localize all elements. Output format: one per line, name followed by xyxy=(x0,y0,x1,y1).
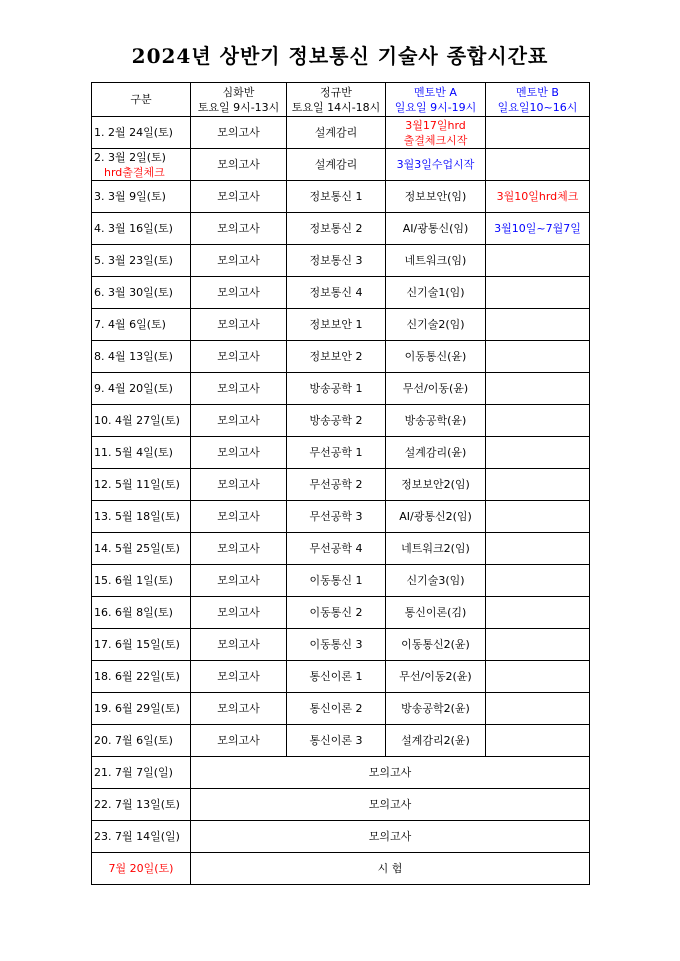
regular-class-cell: 통신이론 1 xyxy=(287,661,386,693)
regular-class-cell: 무선공학 2 xyxy=(287,469,386,501)
mentor-a-line: 3월17일hrd xyxy=(405,118,466,132)
regular-class-cell: 방송공학 2 xyxy=(287,405,386,437)
mentor-a-cell: 네트워크2(임) xyxy=(386,533,486,565)
mentor-b-cell xyxy=(486,277,590,309)
header-advanced-name: 심화반 xyxy=(222,85,255,99)
mentor-b-cell xyxy=(486,565,590,597)
header-mentor-b xyxy=(486,83,590,117)
merged-content-cell: 모의고사 xyxy=(191,789,590,821)
row-date: 7월 20일(토) xyxy=(92,853,191,885)
mentor-a-cell: 이동통신(윤) xyxy=(386,341,486,373)
row-date: 23. 7월 14일(일) xyxy=(92,821,191,853)
row-date-text: 12. 5월 11일(토) xyxy=(94,478,180,491)
header-mentor-a-time: 일요일 9시-19시 xyxy=(394,100,477,114)
regular-class-cell: 정보보안 2 xyxy=(287,341,386,373)
row-date: 22. 7월 13일(토) xyxy=(92,789,191,821)
mentor-a-cell: AI/광통신(임) xyxy=(386,213,486,245)
mentor-a-cell: 정보보안(임) xyxy=(386,181,486,213)
header-mentor-a xyxy=(386,83,486,117)
row-date xyxy=(92,309,191,341)
table-row xyxy=(92,597,590,629)
table-row xyxy=(92,405,590,437)
row-date xyxy=(92,405,191,437)
mentor-b-cell xyxy=(486,629,590,661)
mentor-b-cell: 3월10일hrd체크 xyxy=(486,181,590,213)
row-date xyxy=(92,437,191,469)
advanced-class-cell: 모의고사 xyxy=(191,501,287,533)
mentor-a-cell: 이동통신2(윤) xyxy=(386,629,486,661)
regular-class-cell: 무선공학 1 xyxy=(287,437,386,469)
table-row xyxy=(92,661,590,693)
row-date-text: 15. 6월 1일(토) xyxy=(94,574,173,587)
row-date-text: 10. 4월 27일(토) xyxy=(94,414,180,427)
advanced-class-cell: 모의고사 xyxy=(191,405,287,437)
mentor-a-cell: 통신이론(김) xyxy=(386,597,486,629)
mentor-b-cell xyxy=(486,693,590,725)
row-date-text: 8. 4월 13일(토) xyxy=(94,350,173,363)
row-date xyxy=(92,373,191,405)
table-row xyxy=(92,853,590,885)
advanced-class-cell: 모의고사 xyxy=(191,213,287,245)
mentor-a-cell: AI/광통신2(임) xyxy=(386,501,486,533)
row-date xyxy=(92,693,191,725)
mentor-b-cell xyxy=(486,245,590,277)
row-date-text: 4. 3월 16일(토) xyxy=(94,222,173,235)
mentor-a-cell: 무선/이동2(윤) xyxy=(386,661,486,693)
advanced-class-cell: 모의고사 xyxy=(191,117,287,149)
schedule-table xyxy=(91,82,590,885)
advanced-class-cell: 모의고사 xyxy=(191,597,287,629)
mentor-a-cell xyxy=(386,117,486,149)
header-row xyxy=(92,83,590,117)
mentor-b-cell xyxy=(486,373,590,405)
header-advanced-time: 토요일 9시-13시 xyxy=(197,100,280,114)
header-regular-class xyxy=(287,83,386,117)
table-row xyxy=(92,117,590,149)
row-date xyxy=(92,629,191,661)
mentor-b-cell xyxy=(486,469,590,501)
row-date xyxy=(92,277,191,309)
mentor-a-cell: 방송공학(윤) xyxy=(386,405,486,437)
row-date xyxy=(92,501,191,533)
mentor-a-cell: 무선/이동(윤) xyxy=(386,373,486,405)
regular-class-cell: 정보통신 3 xyxy=(287,245,386,277)
row-date xyxy=(92,117,191,149)
row-date-text: 13. 5월 18일(토) xyxy=(94,510,180,523)
mentor-a-cell: 신기술1(임) xyxy=(386,277,486,309)
table-row xyxy=(92,757,590,789)
header-mentor-b-name: 멘토반 B xyxy=(516,85,559,99)
mentor-b-cell xyxy=(486,533,590,565)
header-regular-name: 정규반 xyxy=(320,85,352,99)
regular-class-cell: 무선공학 4 xyxy=(287,533,386,565)
mentor-b-cell xyxy=(486,437,590,469)
table-row xyxy=(92,789,590,821)
mentor-b-cell xyxy=(486,725,590,757)
advanced-class-cell: 모의고사 xyxy=(191,437,287,469)
mentor-b-cell xyxy=(486,149,590,181)
advanced-class-cell: 모의고사 xyxy=(191,469,287,501)
row-date-note: hrd출결체크 xyxy=(104,165,165,179)
mentor-b-cell: 3월10일~7월7일 xyxy=(486,213,590,245)
header-mentor-a-name: 멘토반 A xyxy=(414,85,457,99)
row-date: 21. 7월 7일(일) xyxy=(92,757,191,789)
row-date xyxy=(92,213,191,245)
table-row xyxy=(92,245,590,277)
merged-content-cell: 모의고사 xyxy=(191,821,590,853)
row-date-text: 14. 5월 25일(토) xyxy=(94,542,180,555)
row-date xyxy=(92,597,191,629)
table-row xyxy=(92,469,590,501)
row-date xyxy=(92,533,191,565)
table-row xyxy=(92,501,590,533)
advanced-class-cell: 모의고사 xyxy=(191,181,287,213)
page-title: 2024년 상반기 정보통신 기술사 종합시간표 xyxy=(131,44,549,68)
regular-class-cell: 무선공학 3 xyxy=(287,501,386,533)
regular-class-cell: 이동통신 3 xyxy=(287,629,386,661)
regular-class-cell: 통신이론 3 xyxy=(287,725,386,757)
merged-content-cell: 시 험 xyxy=(191,853,590,885)
table-row xyxy=(92,629,590,661)
regular-class-cell: 설계감리 xyxy=(287,117,386,149)
row-date-text: 9. 4월 20일(토) xyxy=(94,382,173,395)
row-date-text: 20. 7월 6일(토) xyxy=(94,734,173,747)
table-row xyxy=(92,565,590,597)
regular-class-cell: 통신이론 2 xyxy=(287,693,386,725)
row-date xyxy=(92,341,191,373)
mentor-b-cell xyxy=(486,309,590,341)
row-date xyxy=(92,565,191,597)
table-row xyxy=(92,693,590,725)
table-row xyxy=(92,213,590,245)
table-row xyxy=(92,437,590,469)
regular-class-cell: 정보통신 4 xyxy=(287,277,386,309)
mentor-a-cell: 네트워크(임) xyxy=(386,245,486,277)
mentor-b-cell xyxy=(486,597,590,629)
advanced-class-cell: 모의고사 xyxy=(191,341,287,373)
table-row xyxy=(92,181,590,213)
mentor-a-cell: 신기술2(임) xyxy=(386,309,486,341)
table-row xyxy=(92,373,590,405)
mentor-a-cell: 설계감리(윤) xyxy=(386,437,486,469)
header-advanced-class xyxy=(191,83,287,117)
row-date-text: 16. 6월 8일(토) xyxy=(94,606,173,619)
mentor-a-cell: 신기술3(임) xyxy=(386,565,486,597)
mentor-b-cell xyxy=(486,501,590,533)
regular-class-cell: 이동통신 1 xyxy=(287,565,386,597)
header-category: 구분 xyxy=(92,83,191,117)
row-date-text: 18. 6월 22일(토) xyxy=(94,670,180,683)
advanced-class-cell: 모의고사 xyxy=(191,629,287,661)
mentor-a-cell: 방송공학2(윤) xyxy=(386,693,486,725)
row-date xyxy=(92,661,191,693)
table-row xyxy=(92,309,590,341)
row-date-text: 7. 4월 6일(토) xyxy=(94,318,166,331)
header-regular-time: 토요일 14시-18시 xyxy=(291,100,381,114)
row-date xyxy=(92,149,191,181)
table-row xyxy=(92,725,590,757)
advanced-class-cell: 모의고사 xyxy=(191,149,287,181)
mentor-a-cell: 정보보안2(임) xyxy=(386,469,486,501)
row-date-text: 3. 3월 9일(토) xyxy=(94,190,166,203)
regular-class-cell: 설계감리 xyxy=(287,149,386,181)
regular-class-cell: 방송공학 1 xyxy=(287,373,386,405)
table-row xyxy=(92,533,590,565)
row-date xyxy=(92,469,191,501)
advanced-class-cell: 모의고사 xyxy=(191,373,287,405)
mentor-a-cell: 설계감리2(윤) xyxy=(386,725,486,757)
advanced-class-cell: 모의고사 xyxy=(191,309,287,341)
row-date-text: 5. 3월 23일(토) xyxy=(94,254,173,267)
row-date-text: 2. 3월 2일(토) xyxy=(94,150,166,164)
table-row xyxy=(92,149,590,181)
mentor-a-cell: 3월3일수업시작 xyxy=(386,149,486,181)
header-mentor-b-time: 일요일10~16시 xyxy=(497,100,578,114)
advanced-class-cell: 모의고사 xyxy=(191,725,287,757)
row-date-text: 19. 6월 29일(토) xyxy=(94,702,180,715)
row-date-text: 6. 3월 30일(토) xyxy=(94,286,173,299)
advanced-class-cell: 모의고사 xyxy=(191,245,287,277)
regular-class-cell: 정보보안 1 xyxy=(287,309,386,341)
mentor-b-cell xyxy=(486,661,590,693)
regular-class-cell: 정보통신 1 xyxy=(287,181,386,213)
merged-content-cell: 모의고사 xyxy=(191,757,590,789)
row-date-text: 1. 2월 24일(토) xyxy=(94,126,173,139)
row-date xyxy=(92,181,191,213)
regular-class-cell: 정보통신 2 xyxy=(287,213,386,245)
advanced-class-cell: 모의고사 xyxy=(191,533,287,565)
advanced-class-cell: 모의고사 xyxy=(191,565,287,597)
advanced-class-cell: 모의고사 xyxy=(191,693,287,725)
table-row xyxy=(92,277,590,309)
advanced-class-cell: 모의고사 xyxy=(191,277,287,309)
mentor-b-cell xyxy=(486,117,590,149)
table-row xyxy=(92,821,590,853)
row-date xyxy=(92,725,191,757)
mentor-a-line: 출결체크시작 xyxy=(403,133,468,147)
advanced-class-cell: 모의고사 xyxy=(191,661,287,693)
mentor-b-cell xyxy=(486,341,590,373)
mentor-b-cell xyxy=(486,405,590,437)
regular-class-cell: 이동통신 2 xyxy=(287,597,386,629)
row-date-text: 17. 6월 15일(토) xyxy=(94,638,180,651)
table-row xyxy=(92,341,590,373)
row-date-text: 11. 5월 4일(토) xyxy=(94,446,173,459)
row-date xyxy=(92,245,191,277)
